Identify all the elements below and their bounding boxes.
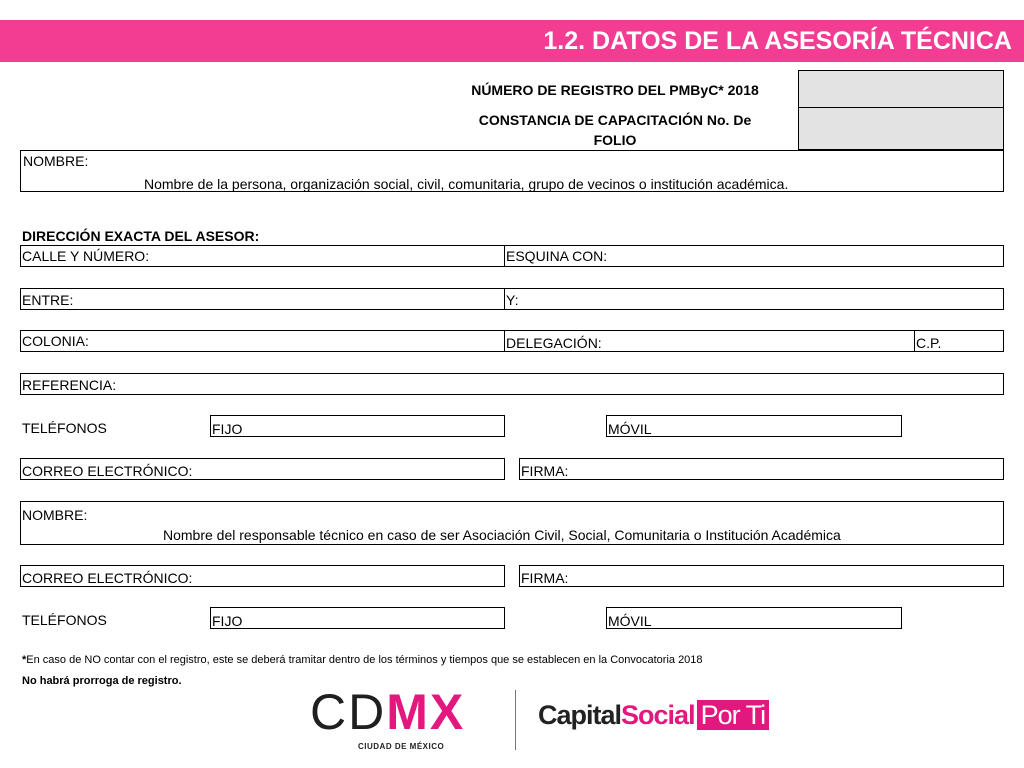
logo-divider [515,690,516,750]
telefonos-label: TELÉFONOS [22,420,107,436]
telefono-fijo-responsable-label: FIJO [212,613,243,629]
constancia-label-line2: FOLIO [593,132,637,148]
section-header-banner [0,20,1024,62]
cdmx-logo-subtitle: CIUDAD DE MÉXICO [358,742,445,751]
esquina-label: ESQUINA CON: [506,248,608,264]
delegacion-label: DELEGACIÓN: [506,335,602,351]
entre-label: ENTRE: [22,292,74,308]
colonia-field[interactable] [20,330,505,352]
referencia-label: REFERENCIA: [22,377,117,393]
nombre-field[interactable] [20,150,1004,192]
nombre-responsable-label: NOMBRE: [22,507,88,523]
firma-responsable-field[interactable] [519,565,1004,587]
telefono-movil-label: MÓVIL [608,421,652,437]
telefonos-responsable-label: TELÉFONOS [22,612,107,628]
registro-label: NÚMERO DE REGISTRO DEL PMByC* 2018 [471,82,759,98]
firma-field[interactable] [519,458,1004,480]
colonia-label: COLONIA: [22,333,89,349]
referencia-field[interactable] [20,373,1004,395]
telefono-fijo-field[interactable] [210,415,505,437]
constancia-label-line1: CONSTANCIA DE CAPACITACIÓN No. De [478,112,752,128]
footnote-text: En caso de NO contar con el registro, este se deberá tramitar dentro de los términos y tiempos que se establecen en la Convocatoria 2018 [26,654,703,666]
cp-label: C.P. [916,335,942,351]
nombre-responsable-hint: Nombre del responsable técnico en caso de ser Asociación Civil, Social, Comunitaria o Institución Académica [163,527,841,543]
direccion-title: DIRECCIÓN EXACTA DEL ASESOR: [22,228,260,244]
y-field[interactable] [504,288,1004,310]
calle-numero-field[interactable] [20,245,505,267]
capital-social-logo-capital: Capital [538,700,622,730]
correo-label: CORREO ELECTRÓNICO: [22,463,193,479]
no-prorroga-note: No habrá prorroga de registro. [22,675,182,687]
firma-label: FIRMA: [521,463,569,479]
telefono-movil-field[interactable] [606,415,902,437]
cp-field[interactable] [914,330,1004,352]
constancia-folio-field[interactable] [798,107,1004,150]
nombre-responsable-field[interactable] [20,501,1004,545]
cdmx-logo [310,686,465,738]
telefono-movil-responsable-label: MÓVIL [608,613,652,629]
telefono-fijo-label: FIJO [212,421,243,437]
registro-footnote [22,654,703,666]
capital-social-logo [538,700,769,731]
telefono-fijo-responsable-field[interactable] [210,607,505,629]
correo-responsable-field[interactable] [20,565,505,587]
cdmx-logo-mx: MX [386,684,466,740]
y-label: Y: [506,292,519,308]
calle-numero-label: CALLE Y NÚMERO: [22,248,150,264]
esquina-field[interactable] [504,245,1004,267]
correo-responsable-label: CORREO ELECTRÓNICO: [22,570,193,586]
entre-field[interactable] [20,288,505,310]
registro-field[interactable] [798,70,1004,108]
cdmx-logo-cd: CD [310,684,387,740]
firma-responsable-label: FIRMA: [521,570,569,586]
capital-social-logo-porti: Por Ti [697,700,770,730]
section-title: 1.2. DATOS DE LA ASESORÍA TÉCNICA [543,27,1012,55]
footnote-asterisk: * [22,654,27,666]
nombre-label: NOMBRE: [23,153,89,169]
telefono-movil-responsable-field[interactable] [606,607,902,629]
nombre-hint: Nombre de la persona, organización social, civil, comunitaria, grupo de vecinos o institución académica. [144,176,789,192]
capital-social-logo-social: Social [621,700,695,730]
correo-field[interactable] [20,458,505,480]
delegacion-field[interactable] [504,330,915,352]
